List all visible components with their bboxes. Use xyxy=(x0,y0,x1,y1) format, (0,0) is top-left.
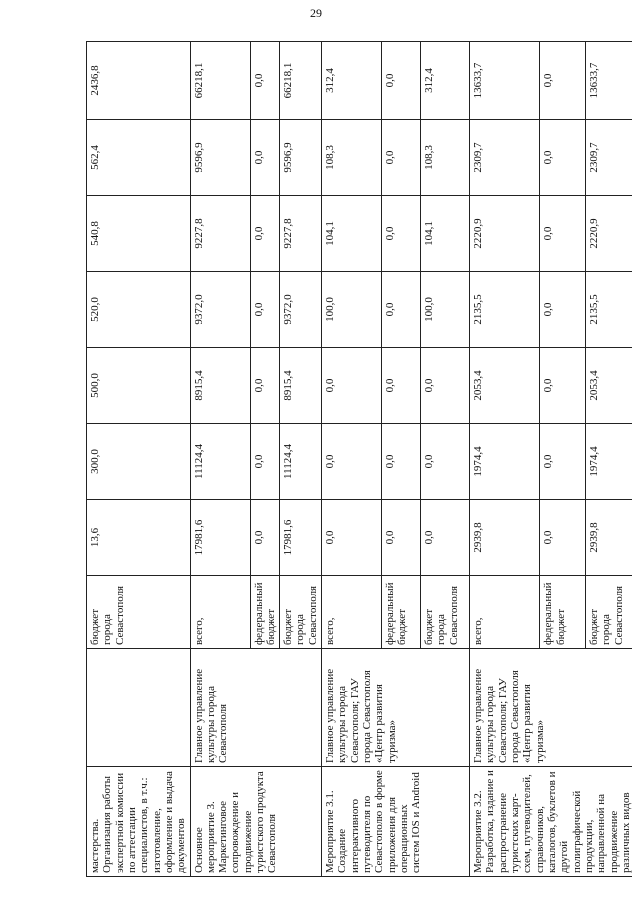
year-value-cell: 0,0 xyxy=(382,424,421,500)
year-value-cell: 0,0 xyxy=(382,348,421,424)
year-value-cell: 0,0 xyxy=(421,500,470,576)
funding-source-cell: федеральный бюджет xyxy=(540,576,586,649)
total-value-cell: 66218,1 xyxy=(280,42,322,120)
year-value-cell: 0,0 xyxy=(540,424,586,500)
funding-source-cell: федеральный бюджет xyxy=(250,576,280,649)
total-value-cell: 312,4 xyxy=(322,42,382,120)
year-value-cell: 2220,9 xyxy=(586,196,632,272)
year-value-cell: 17981,6 xyxy=(280,500,322,576)
year-value-cell: 2309,7 xyxy=(470,120,540,196)
year-value-cell: 0,0 xyxy=(540,196,586,272)
year-value-cell: 562,4 xyxy=(87,120,191,196)
funding-source-cell: всего, xyxy=(470,576,540,649)
year-value-cell: 0,0 xyxy=(540,348,586,424)
year-value-cell: 0,0 xyxy=(382,120,421,196)
rotated-table-container xyxy=(86,42,632,877)
year-value-cell: 11124,4 xyxy=(190,424,250,500)
year-value-cell: 2053,4 xyxy=(470,348,540,424)
year-value-cell: 17981,6 xyxy=(190,500,250,576)
total-value-cell: 0,0 xyxy=(382,42,421,120)
table-row xyxy=(322,42,382,877)
year-value-cell: 2939,8 xyxy=(470,500,540,576)
year-value-cell: 0,0 xyxy=(250,272,280,348)
page-number: 29 xyxy=(310,6,322,20)
table-row xyxy=(190,42,250,877)
executor-cell xyxy=(87,649,191,767)
year-value-cell: 300,0 xyxy=(87,424,191,500)
table-row xyxy=(470,42,540,877)
year-value-cell: 108,3 xyxy=(322,120,382,196)
activity-cell: Мероприятие 3.1. Создание интерактивного путеводителя по Севастополю в форме приложения для операционных систем IOS и Android xyxy=(322,767,470,877)
year-value-cell: 0,0 xyxy=(322,500,382,576)
total-value-cell: 66218,1 xyxy=(190,42,250,120)
funding-source-cell: бюджет города Севастополя xyxy=(586,576,632,649)
year-value-cell: 0,0 xyxy=(322,348,382,424)
year-value-cell: 0,0 xyxy=(382,500,421,576)
year-value-cell: 0,0 xyxy=(540,272,586,348)
year-value-cell: 0,0 xyxy=(421,424,470,500)
year-value-cell: 11124,4 xyxy=(280,424,322,500)
activity-cell: мастерства. Организация работы экспертной комиссии по аттестации специалистов, в т.ч.: изготовление, оформление и выдача документов xyxy=(87,767,191,877)
year-value-cell: 100,0 xyxy=(322,272,382,348)
year-value-cell: 13,6 xyxy=(87,500,191,576)
funding-source-cell: федеральный бюджет xyxy=(382,576,421,649)
year-value-cell: 520,0 xyxy=(87,272,191,348)
year-value-cell: 9372,0 xyxy=(190,272,250,348)
budget-table xyxy=(86,41,632,877)
funding-source-cell: бюджет города Севастополя xyxy=(87,576,191,649)
funding-source-cell: всего, xyxy=(190,576,250,649)
year-value-cell: 0,0 xyxy=(322,424,382,500)
year-value-cell: 0,0 xyxy=(421,348,470,424)
total-value-cell: 0,0 xyxy=(540,42,586,120)
executor-cell: Главное управление культуры города Севастополя; ГАУ города Севастополя «Центр развития туризма» xyxy=(322,649,470,767)
table-row xyxy=(87,42,191,877)
year-value-cell: 2309,7 xyxy=(586,120,632,196)
year-value-cell: 2939,8 xyxy=(586,500,632,576)
year-value-cell: 1974,4 xyxy=(470,424,540,500)
year-value-cell: 108,3 xyxy=(421,120,470,196)
year-value-cell: 0,0 xyxy=(250,120,280,196)
year-value-cell: 8915,4 xyxy=(280,348,322,424)
executor-cell: Главное управление культуры города Севастополя xyxy=(190,649,322,767)
year-value-cell: 104,1 xyxy=(322,196,382,272)
total-value-cell: 0,0 xyxy=(250,42,280,120)
total-value-cell: 13633,7 xyxy=(470,42,540,120)
year-value-cell: 500,0 xyxy=(87,348,191,424)
year-value-cell: 0,0 xyxy=(540,500,586,576)
funding-source-cell: бюджет города Севастополя xyxy=(421,576,470,649)
year-value-cell: 0,0 xyxy=(250,348,280,424)
year-value-cell: 2135,5 xyxy=(470,272,540,348)
total-value-cell: 312,4 xyxy=(421,42,470,120)
year-value-cell: 0,0 xyxy=(540,120,586,196)
year-value-cell: 9596,9 xyxy=(190,120,250,196)
year-value-cell: 0,0 xyxy=(382,272,421,348)
year-value-cell: 9372,0 xyxy=(280,272,322,348)
year-value-cell: 0,0 xyxy=(250,196,280,272)
year-value-cell: 540,8 xyxy=(87,196,191,272)
year-value-cell: 0,0 xyxy=(382,196,421,272)
year-value-cell: 100,0 xyxy=(421,272,470,348)
year-value-cell: 2053,4 xyxy=(586,348,632,424)
year-value-cell: 9227,8 xyxy=(190,196,250,272)
funding-source-cell: всего, xyxy=(322,576,382,649)
table-body xyxy=(87,42,632,877)
total-value-cell: 2436,8 xyxy=(87,42,191,120)
year-value-cell: 9227,8 xyxy=(280,196,322,272)
year-value-cell: 0,0 xyxy=(250,424,280,500)
activity-cell: Мероприятие 3.2. Разработка, издание и распространение туристских карт-схем, путеводителей, справочников, каталогов, буклетов и другой полиграфической продукции, направленной на продвижение различных видов xyxy=(470,767,632,877)
year-value-cell: 2135,5 xyxy=(586,272,632,348)
executor-cell: Главное управление культуры города Севастополя; ГАУ города Севастополя «Центр развития туризма» xyxy=(470,649,632,767)
funding-source-cell: бюджет города Севастополя xyxy=(280,576,322,649)
activity-cell: Основное мероприятие 3. Маркетинговое сопровождение и продвижение туристского продукта Севастополя xyxy=(190,767,322,877)
year-value-cell: 104,1 xyxy=(421,196,470,272)
year-value-cell: 9596,9 xyxy=(280,120,322,196)
year-value-cell: 1974,4 xyxy=(586,424,632,500)
total-value-cell: 13633,7 xyxy=(586,42,632,120)
year-value-cell: 8915,4 xyxy=(190,348,250,424)
year-value-cell: 2220,9 xyxy=(470,196,540,272)
year-value-cell: 0,0 xyxy=(250,500,280,576)
